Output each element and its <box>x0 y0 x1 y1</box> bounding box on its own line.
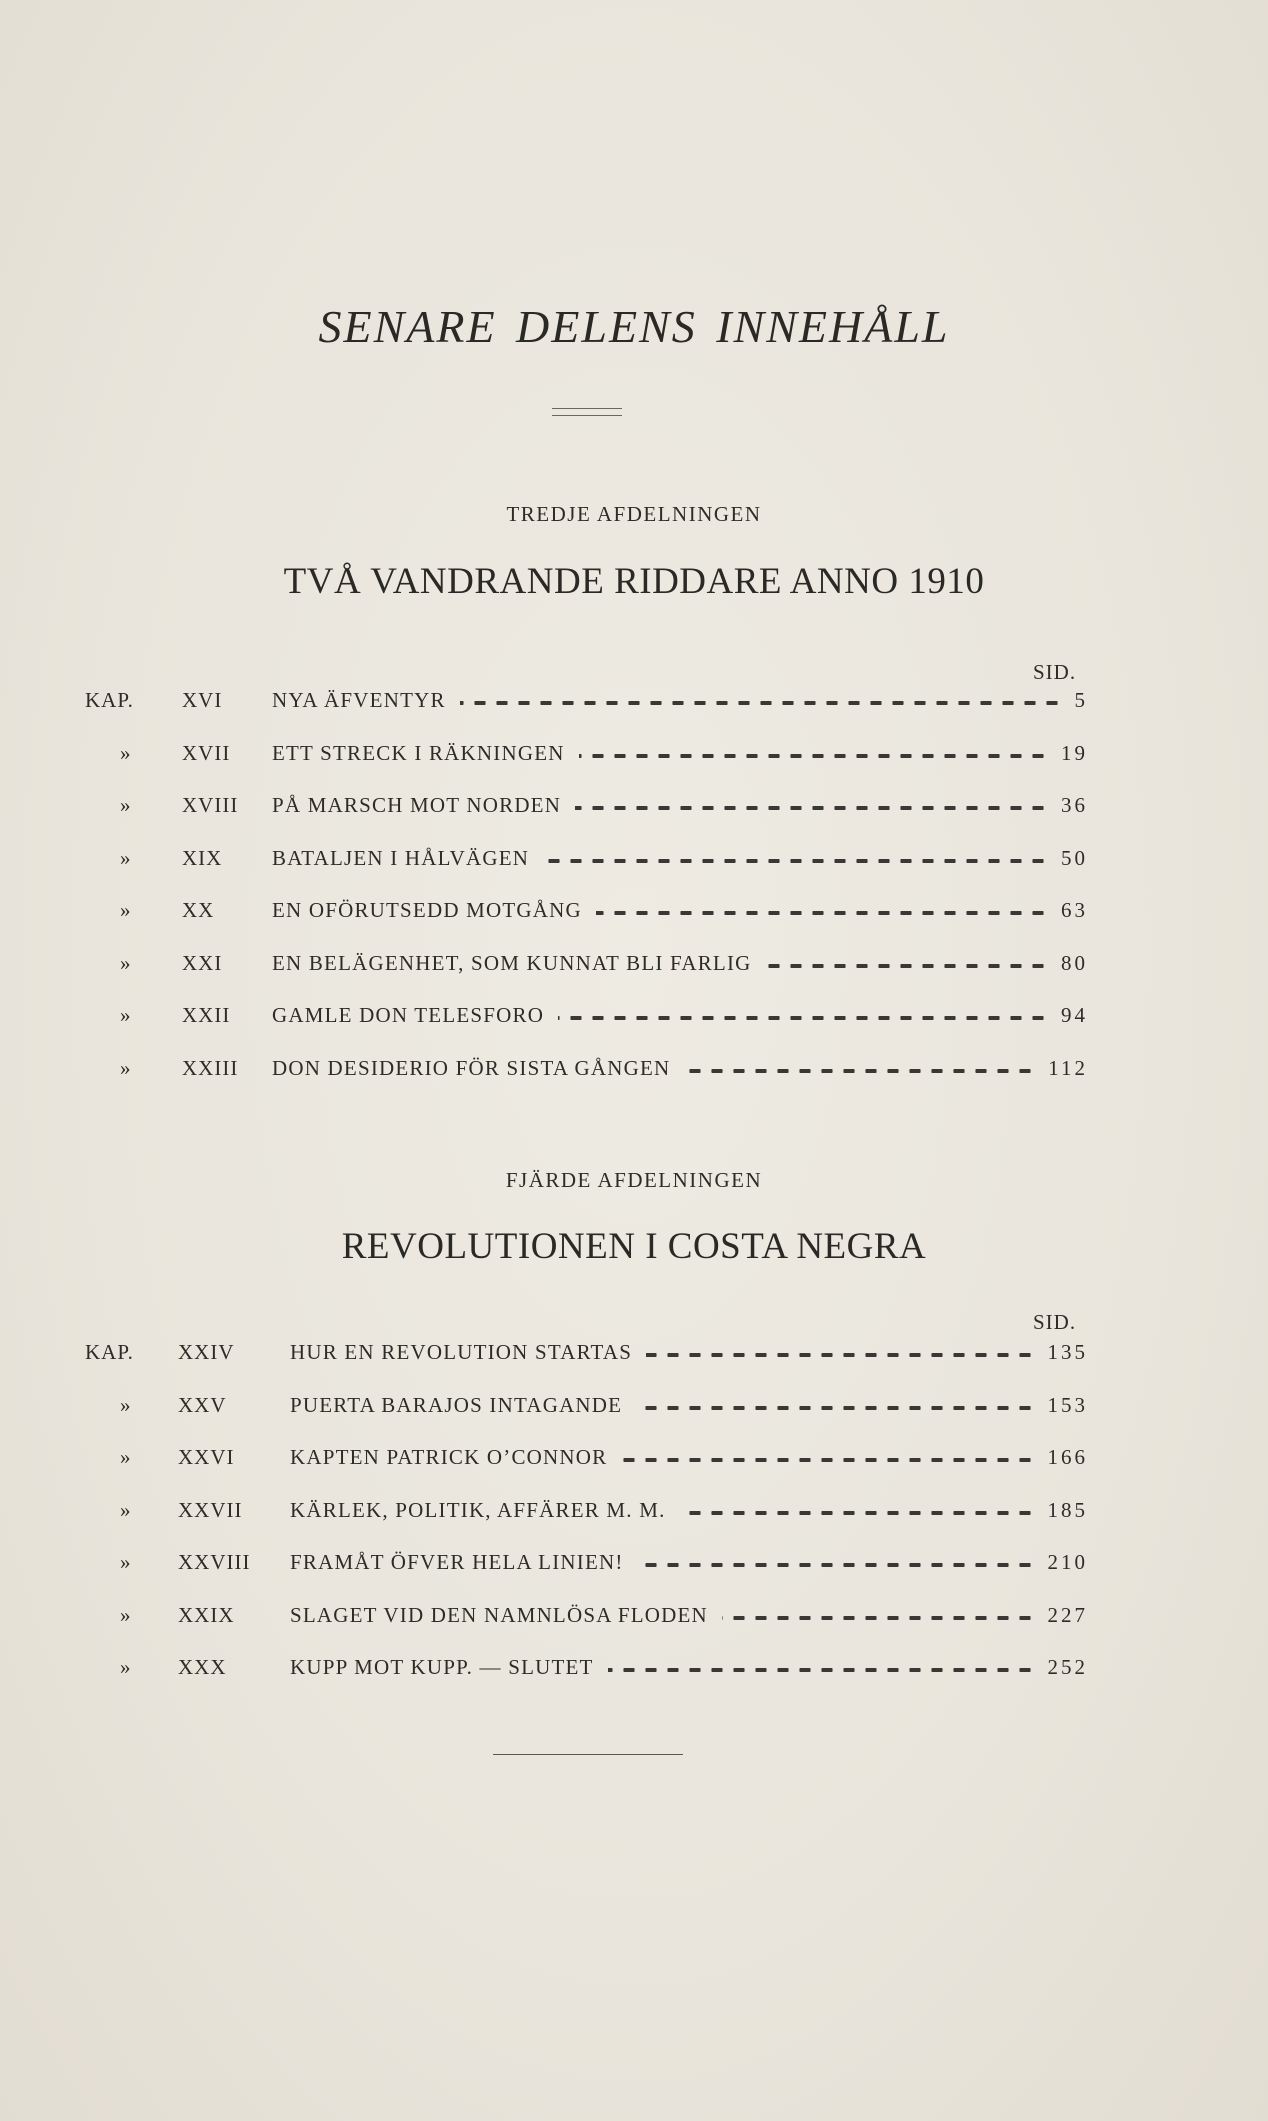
chapter-title: FRAMÅT ÖFVER HELA LINIEN! <box>290 1550 624 1574</box>
toc-row <box>0 1003 1268 1033</box>
chapter-title: KUPP MOT KUPP. — SLUTET <box>290 1655 594 1679</box>
chapter-title: KAPTEN PATRICK O’CONNOR <box>290 1445 608 1469</box>
chapter-number: XXIV <box>178 1340 235 1364</box>
page-number: 112 <box>1048 1055 1088 1080</box>
toc-row <box>0 793 1268 823</box>
dot-leader <box>543 859 1049 863</box>
chapter-number: XX <box>182 898 215 922</box>
part-label: TREDJE AFDELNINGEN <box>506 502 762 526</box>
chapter-prefix: » <box>120 1055 132 1080</box>
chapter-prefix: KAP. <box>85 688 134 712</box>
page-column-header: SID. <box>1033 660 1077 684</box>
chapter-title: NYA ÄFVENTYR <box>272 688 446 712</box>
dot-leader <box>638 1563 1036 1567</box>
chapter-prefix: » <box>120 793 132 817</box>
chapter-title: BATALJEN I HÅLVÄGEN <box>272 845 530 870</box>
toc-row <box>0 1603 1268 1633</box>
part-title: TVÅ VANDRANDE RIDDARE ANNO 1910 <box>283 561 985 602</box>
page-number: 135 <box>1047 1340 1088 1364</box>
chapter-number: XXIX <box>178 1602 235 1627</box>
toc-row <box>0 1550 1268 1580</box>
chapter-title: ETT STRECK I RÄKNINGEN <box>272 740 565 765</box>
dot-leader <box>558 1016 1049 1020</box>
chapter-number: XVII <box>182 740 231 765</box>
chapter-number: XXV <box>178 1392 227 1417</box>
chapter-number: XXIII <box>182 1055 239 1080</box>
page-number: 252 <box>1047 1655 1088 1679</box>
toc-row <box>0 1340 1268 1370</box>
toc-row <box>0 741 1268 771</box>
toc-row <box>0 1056 1268 1086</box>
chapter-title: PÅ MARSCH MOT NORDEN <box>272 793 562 817</box>
chapter-title: KÄRLEK, POLITIK, AFFÄRER M. M. <box>290 1497 666 1522</box>
chapter-prefix: » <box>120 1445 132 1469</box>
toc-row <box>0 688 1268 718</box>
page-title: SENARE DELENS INNEHÅLL <box>318 301 950 352</box>
toc-row <box>0 846 1268 876</box>
chapter-prefix: KAP. <box>85 1340 134 1364</box>
page-number: 63 <box>1061 898 1088 922</box>
dot-leader <box>608 1668 1036 1672</box>
page-number: 166 <box>1047 1445 1088 1469</box>
chapter-prefix: » <box>120 1602 132 1627</box>
dot-leader <box>680 1511 1036 1515</box>
chapter-prefix: » <box>120 1497 132 1522</box>
chapter-title: HUR EN REVOLUTION STARTAS <box>290 1340 633 1364</box>
chapter-prefix: » <box>120 845 132 870</box>
page-column-header: SID. <box>1033 1310 1077 1334</box>
dot-leader <box>575 806 1049 810</box>
chapter-title: DON DESIDERIO FÖR SISTA GÅNGEN <box>272 1055 671 1080</box>
chapter-title: EN BELÄGENHET, SOM KUNNAT BLI FARLIG <box>272 950 752 975</box>
toc-row <box>0 1393 1268 1423</box>
chapter-number: XVI <box>182 688 223 712</box>
chapter-number: XXII <box>182 1003 231 1027</box>
dot-leader <box>460 701 1063 705</box>
chapter-title: EN OFÖRUTSEDD MOTGÅNG <box>272 898 582 922</box>
chapter-title: GAMLE DON TELESFORO <box>272 1003 545 1027</box>
dot-leader <box>621 1458 1036 1462</box>
part-title: REVOLUTIONEN I COSTA NEGRA <box>341 1226 927 1267</box>
dot-leader <box>579 754 1049 758</box>
page-number: 50 <box>1061 845 1088 870</box>
page-number: 185 <box>1047 1497 1088 1522</box>
toc-row <box>0 1445 1268 1475</box>
page-number: 5 <box>1074 688 1088 712</box>
toc-row <box>0 898 1268 928</box>
chapter-prefix: » <box>120 1655 132 1679</box>
chapter-prefix: » <box>120 740 132 765</box>
chapter-number: XXX <box>178 1655 227 1679</box>
page-number: 227 <box>1047 1602 1088 1627</box>
chapter-number: XXVI <box>178 1445 235 1469</box>
double-rule-divider <box>552 408 622 416</box>
dot-leader <box>722 1616 1036 1620</box>
chapter-prefix: » <box>120 1550 132 1574</box>
dot-leader <box>646 1353 1036 1357</box>
page-number: 153 <box>1047 1392 1088 1417</box>
chapter-prefix: » <box>120 1392 132 1417</box>
toc-row <box>0 951 1268 981</box>
dot-leader <box>596 911 1049 915</box>
chapter-prefix: » <box>120 950 132 975</box>
part-label: FJÄRDE AFDELNINGEN <box>505 1168 763 1192</box>
chapter-number: XXVII <box>178 1497 243 1522</box>
closing-rule-divider <box>493 1754 683 1755</box>
chapter-number: XXI <box>182 950 223 975</box>
toc-row <box>0 1498 1268 1528</box>
chapter-prefix: » <box>120 1003 132 1027</box>
chapter-title: PUERTA BARAJOS INTAGANDE <box>290 1392 623 1417</box>
dot-leader <box>766 964 1049 968</box>
chapter-number: XVIII <box>182 793 239 817</box>
page-number: 94 <box>1061 1003 1088 1027</box>
page-number: 80 <box>1061 950 1088 975</box>
page-number: 36 <box>1061 793 1088 817</box>
chapter-number: XIX <box>182 845 223 870</box>
toc-row <box>0 1655 1268 1685</box>
page-number: 19 <box>1061 740 1088 765</box>
dot-leader <box>684 1069 1036 1073</box>
chapter-prefix: » <box>120 898 132 922</box>
dot-leader <box>636 1406 1036 1410</box>
page-number: 210 <box>1047 1550 1088 1574</box>
chapter-number: XXVIII <box>178 1550 251 1574</box>
chapter-title: SLAGET VID DEN NAMNLÖSA FLODEN <box>290 1602 708 1627</box>
